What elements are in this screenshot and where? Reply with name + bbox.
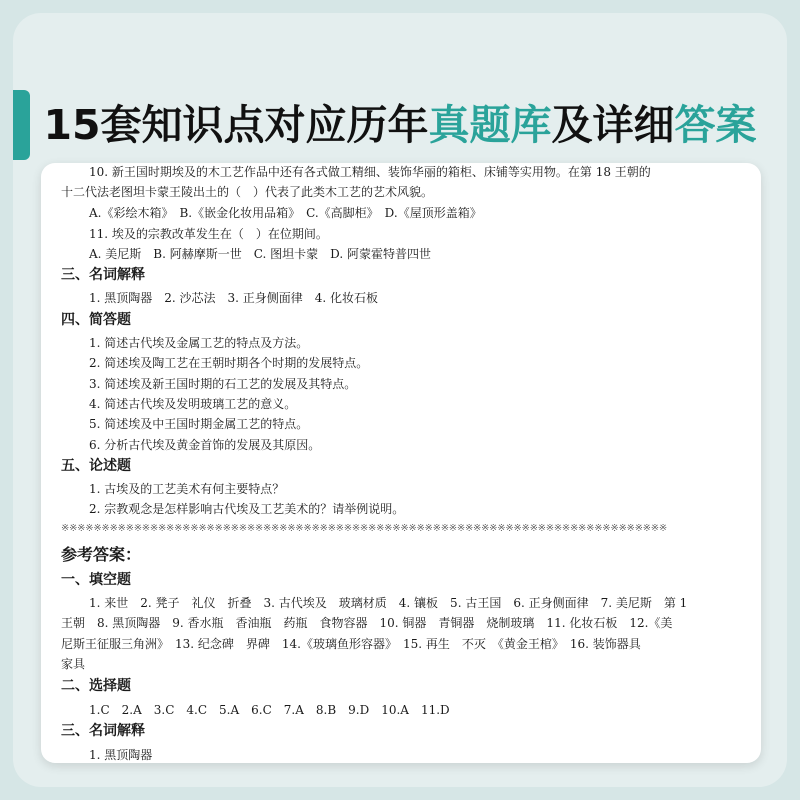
divider: ※※※※※※※※※※※※※※※※※※※※※※※※※※※※※※※※※※※※※※※※※※※※※※※※※※※※※※※※※※※※※※※※※※※※※※※※※※※ <box>61 523 667 534</box>
headline <box>0 95 800 155</box>
answers-choice-line: 1.C 2.A 3.C 4.C 5.A 6.C 7.A 8.B 9.D 10.A 11.D <box>89 703 450 717</box>
list-item: 2. 简述埃及陶工艺在王朝时期各个时期的发展特点。 <box>89 356 369 370</box>
answers-choice-title: 二、选择题 <box>61 678 131 694</box>
question-11-options: A. 美尼斯 B. 阿赫摩斯一世 C. 图坦卡蒙 D. 阿蒙霍特普四世 <box>89 247 431 261</box>
list-item: 1. 古埃及的工艺美术有何主要特点？ <box>89 482 285 496</box>
list-item: 4. 简述古代埃及发明玻璃工艺的意义。 <box>89 397 297 411</box>
section-3-title: 三、名词解释 <box>61 267 145 283</box>
section-5-title: 五、论述题 <box>61 458 131 474</box>
headline-part-2: 真题库 <box>428 101 552 149</box>
answers-fill-title: 一、填空题 <box>61 572 131 588</box>
answers-fill-line: 尼斯王征服三角洲》 13. 纪念碑 界碑 14.《玻璃鱼形容器》 15. 再生 不灭 《黄金王棺》 16. 装饰器具 <box>61 637 641 651</box>
list-item: 5. 简述埃及中王国时期金属工艺的特点。 <box>89 417 309 431</box>
question-11: 11. 埃及的宗教改革发生在（ ）在位期间。 <box>89 227 328 241</box>
answers-terms-title: 三、名词解释 <box>61 723 145 739</box>
list-item: 2. 宗教观念是怎样影响古代埃及工艺美术的？请举例说明。 <box>89 502 405 516</box>
document-page <box>41 163 761 763</box>
answers-title: 参考答案： <box>61 545 142 564</box>
answers-fill-line: 家具 <box>61 657 86 671</box>
question-10-line-1: 10. 新王国时期埃及的木工艺作品中还有各式做工精细、装饰华丽的箱柜、床铺等实用物。在第 18 王朝的 <box>89 165 651 179</box>
answers-fill-line: 1. 来世 2. 凳子 礼仪 折叠 3. 古代埃及 玻璃材质 4. 镶板 5. 古王国 6. 正身侧面律 7. 美尼斯 第 1 <box>89 596 688 610</box>
section-3-items: 1. 黑顶陶器 2. 沙芯法 3. 正身侧面律 4. 化妆石板 <box>89 291 379 305</box>
headline-part-3: 及详细 <box>551 101 675 149</box>
list-item: 6. 分析古代埃及黄金首饰的发展及其原因。 <box>89 438 321 452</box>
question-10-options: A.《彩绘木箱》 B.《嵌金化妆用品箱》 C.《高脚柜》 D.《屋顶形盖箱》 <box>89 206 482 220</box>
list-item: 1. 简述古代埃及金属工艺的特点及方法。 <box>89 336 309 350</box>
headline-part-4: 答案 <box>674 101 757 149</box>
answers-fill-line: 王朝 8. 黑顶陶器 9. 香水瓶 香油瓶 药瓶 食物容器 10. 铜器 青铜器 烧制玻璃 11. 化妆石板 12.《美 <box>61 616 673 630</box>
answers-terms-first: 1. 黑顶陶器 <box>89 748 153 762</box>
section-4-title: 四、简答题 <box>61 312 131 328</box>
list-item: 3. 简述埃及新王国时期的石工艺的发展及其特点。 <box>89 377 357 391</box>
headline-part-1: 15套知识点对应历年 <box>43 101 429 149</box>
question-10-line-2: 十二代法老图坦卡蒙王陵出土的（ ）代表了此类木工艺的艺术风貌。 <box>61 185 434 199</box>
